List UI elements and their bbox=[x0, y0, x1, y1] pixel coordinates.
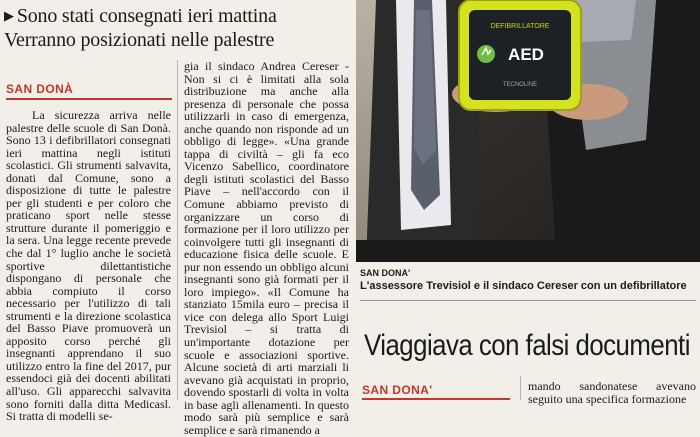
caption-label: SAN DONA' bbox=[360, 268, 411, 278]
device-maker-text: TECNOLINE bbox=[502, 82, 538, 88]
headline-line-1-text: Sono stati consegnati ieri mattina bbox=[16, 5, 277, 27]
article-paragraph: gia il sindaco Andrea Cereser - Non si ci è limitati alla sola distribuzione ma anche alla presenza di personale che possa utilizzarli in caso di emergenza, anche quando non risponde ad un obbligo di legge». «Una grande tappa di civiltà – gli fa eco Vicenzo Sabellico, coordinatore degli istituti scolastici del Basso Piave – nell'accordo con il Comune abbiamo previsto di organizzare un corso di formazione per il loro utilizzo per coinvolgere tutti gli insegnanti di educazione fisica delle scuole. E pur non essendo un obbligo alcuni insegnanti sono già formati per il loro impiego». «Il Comune ha stanziato 15mila euro – precisa il vice con delega allo Sport Luigi Trevisiol – si tratta di un'importante dotazione per scuole e associazioni sportive. Alcune società di arti marziali li avevano già acquistati in proprio, dovendo spostarli di volta in volta in base agli allenamenti. In questo modo sarà più semplice e sarà semplice e sarà rimanendo a bbox=[184, 59, 349, 437]
article-column-2 bbox=[184, 59, 349, 437]
section-rule bbox=[6, 98, 172, 100]
photo-defibrillator bbox=[356, 0, 700, 262]
second-article-column bbox=[528, 379, 696, 406]
arrow-icon: ▶ bbox=[4, 8, 14, 23]
photo-caption: L'assessore Trevisiol e il sindaco Cereser con un defibrillatore bbox=[360, 280, 687, 292]
column-separator bbox=[177, 60, 178, 400]
second-section-rule bbox=[362, 398, 510, 400]
column-separator bbox=[520, 376, 521, 400]
caption-divider bbox=[360, 300, 696, 301]
device-aed-text: AED bbox=[508, 45, 544, 64]
article-paragraph: La sicurezza arriva nelle palestre delle scuole di San Donà. Sono 13 i defibrillatori consegnati ieri mattina negli istituti scolastici. Gli strumenti salvavita, donati dal Comune, sono a disposizione di tutte le palestre per gli studenti e per coloro che praticano sport nelle stesse strutture durante il pomeriggio e la sera. Una legge recente prevede che dal 1° luglio anche le società sportive dilettantistiche dispongano di personale che abbia compiuto il corso necessario per l'utilizzo di tali strumenti e la direzione scolastica del Basso Piave promuoverà un apposito corso perché gli insegnanti apprendano il suo utilizzo entro la fine del 2017, pur essendoci già dei docenti abilitati all'uso. Gli apparecchi salvavita sono forniti dalla ditta Medicasl. Si tratta di modelli se- bbox=[6, 108, 171, 424]
article-column-1 bbox=[6, 108, 171, 424]
article-headline bbox=[4, 4, 354, 52]
headline-line-1 bbox=[4, 4, 354, 28]
second-section-label: SAN DONA' bbox=[362, 383, 433, 397]
device-brand-text: DEFIBRILLATORE bbox=[490, 23, 550, 30]
second-article-headline: Viaggiava con falsi documenti bbox=[364, 329, 690, 362]
second-article-paragraph: mando sandonatese avevano seguito una specifica formazione bbox=[528, 379, 696, 406]
section-label-san-dona: SAN DONÀ bbox=[6, 82, 74, 96]
headline-line-2: Verranno posizionati nelle palestre bbox=[4, 29, 275, 51]
